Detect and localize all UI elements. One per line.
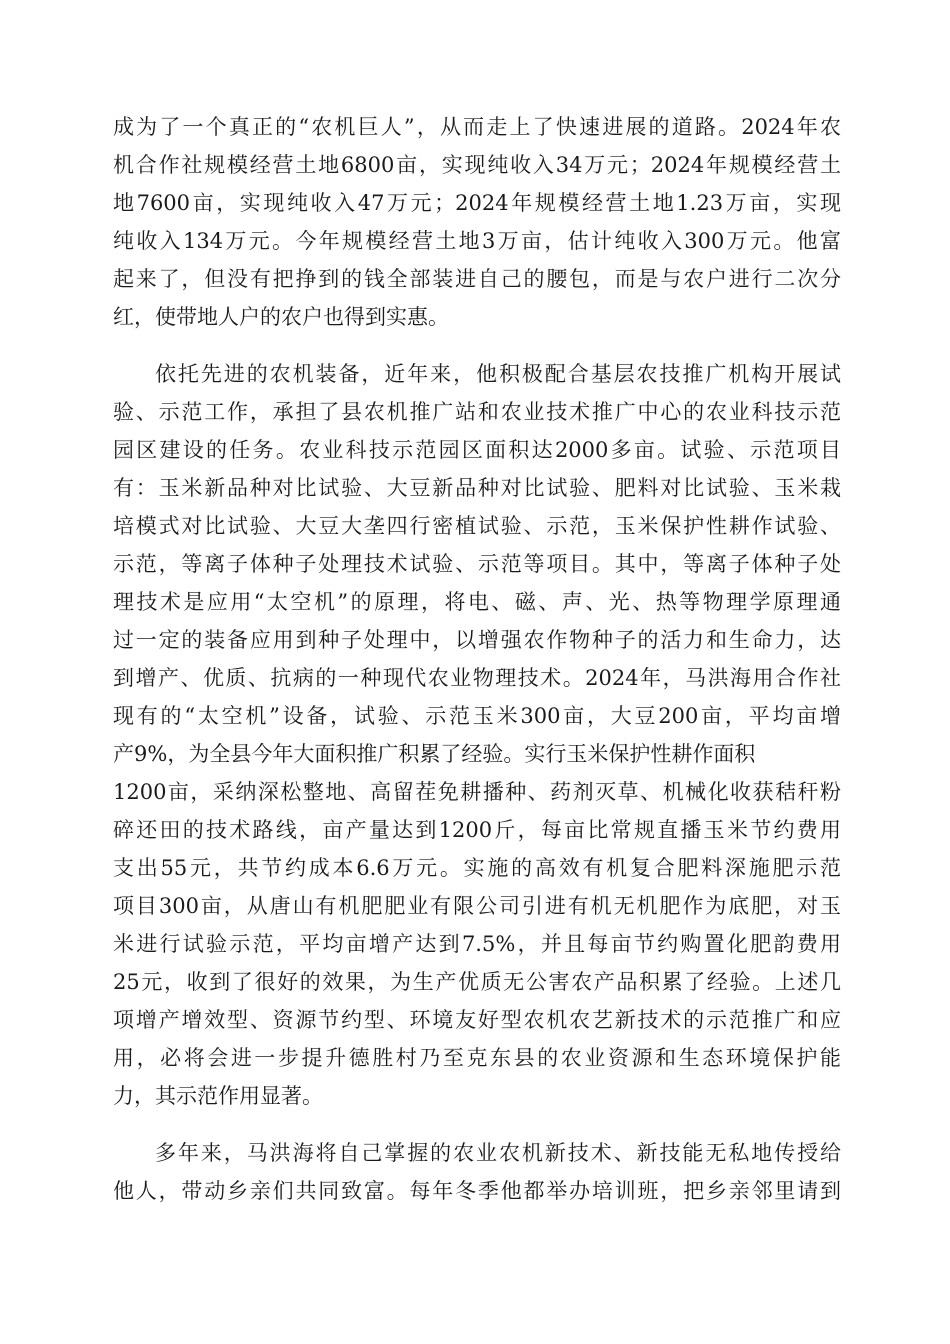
text-line: 有：玉米新品种对比试验、大豆新品种对比试验、肥料对比试验、玉米栽: [113, 476, 841, 500]
text-line: 用，必将会进一步提升德胜村乃至克东县的农业资源和生态环境保护能: [113, 1046, 841, 1070]
text-line: 园区建设的任务。农业科技示范园区面积达2000多亩。试验、示范项目: [113, 438, 841, 462]
text-line: 1200亩，采纳深松整地、高留茬免耕播种、药剂灭草、机械化收获秸秆粉: [113, 780, 841, 804]
text-line: 到增产、优质、抗病的一种现代农业物理技术。2024年，马洪海用合作社: [113, 666, 841, 690]
text-line: 过一定的装备应用到种子处理中，以增强农作物种子的活力和生命力，达: [113, 628, 841, 652]
text-line: 碎还田的技术路线，亩产量达到1200斤，每亩比常规直播玉米节约费用: [113, 818, 841, 842]
text-line: 起来了，但没有把挣到的钱全部装进自己的腰包，而是与农户进行二次分: [113, 267, 841, 291]
text-line: 产9%，为全县今年大面积推广积累了经验。实行玉米保护性耕作面积: [113, 742, 756, 766]
text-line: 米进行试验示范，平均亩增产达到7.5%，并且每亩节约购置化肥韵费用: [113, 932, 841, 956]
text-line: 验、示范工作，承担了县农机推广站和农业技术推广中心的农业科技示范: [113, 400, 841, 424]
text-line: 地7600亩，实现纯收入47万元；2024年规模经营土地1.23万亩，实现: [113, 191, 841, 215]
text-line: 依托先进的农机装备，近年来，他积极配合基层农技推广机构开展试: [155, 362, 841, 386]
text-line: 支出55元，共节约成本6.6万元。实施的高效有机复合肥料深施肥示范: [113, 856, 841, 880]
text-line: 多年来，马洪海将自己掌握的农业农机新技术、新技能无私地传授给: [155, 1141, 841, 1165]
paragraph-gap: [113, 1115, 841, 1134]
paragraph-gap: [113, 336, 841, 355]
text-line: 项目300亩，从唐山有机肥肥业有限公司引进有机无机肥作为底肥，对玉: [113, 894, 841, 918]
text-line: 机合作社规模经营土地6800亩，实现纯收入34万元；2024年规模经营土: [113, 153, 841, 177]
text-line: 项增产增效型、资源节约型、环境友好型农机农艺新技术的示范推广和应: [113, 1008, 841, 1032]
paragraph: [113, 108, 841, 336]
paragraph: [113, 355, 841, 1115]
text-line: 红，使带地人户的农户也得到实惠。: [113, 305, 449, 329]
text-line: 理技术是应用“太空机”的原理，将电、磁、声、光、热等物理学原理通: [113, 590, 841, 614]
text-line: 25元，收到了很好的效果，为生产优质无公害农产品积累了经验。上述几: [113, 970, 841, 994]
text-line: 成为了一个真正的“农机巨人”，从而走上了快速进展的道路。2024年农: [113, 115, 841, 139]
text-line: 力，其示范作用显著。: [113, 1084, 323, 1108]
text-line: 示范，等离子体种子处理技术试验、示范等项目。其中，等离子体种子处: [113, 552, 841, 576]
text-line: 纯收入134万元。今年规模经营土地3万亩，估计纯收入300万元。他富: [113, 229, 841, 253]
text-line: 他人，带动乡亲们共同致富。每年冬季他都举办培训班，把乡亲邻里请到: [113, 1179, 841, 1203]
document-body: [113, 108, 841, 1210]
text-line: 培模式对比试验、大豆大垄四行密植试验、示范，玉米保护性耕作试验、: [113, 514, 841, 538]
text-line: 现有的“太空机”设备，试验、示范玉米300亩，大豆200亩，平均亩增: [113, 704, 841, 728]
paragraph: [113, 1134, 841, 1210]
